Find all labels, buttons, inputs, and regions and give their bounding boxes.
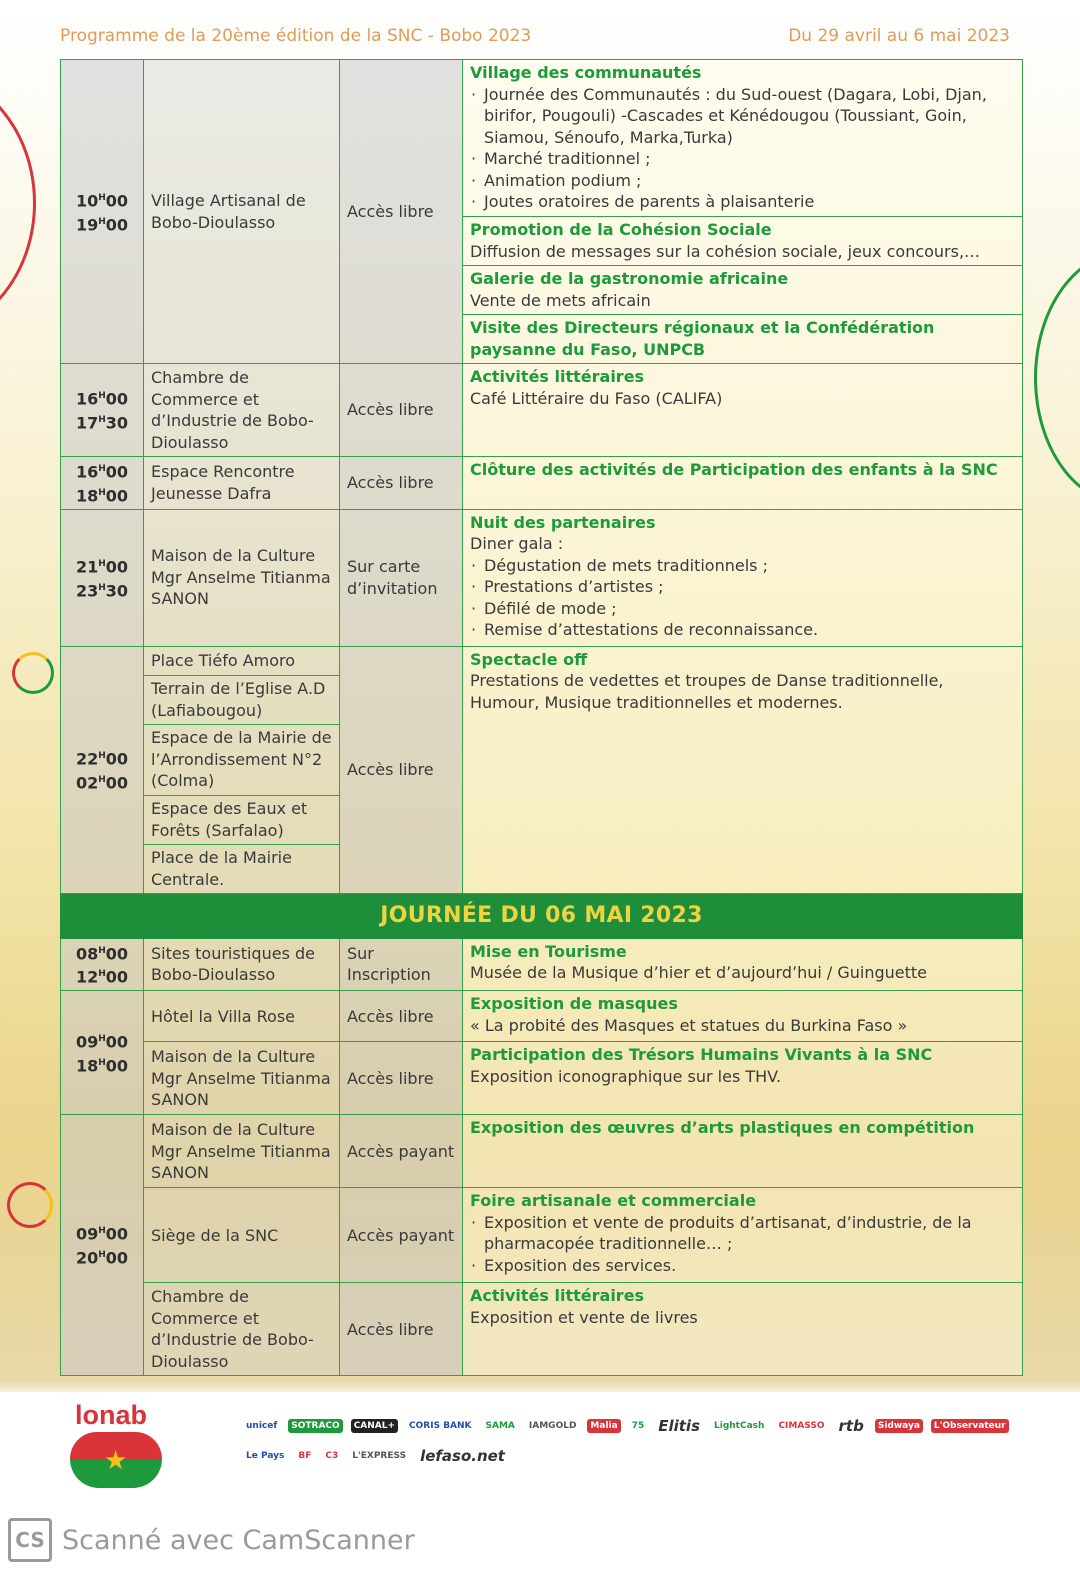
- time-cell: $16^H00$ $17^H30$: [61, 364, 144, 457]
- activity-cell: [463, 509, 1023, 646]
- time-cell: $21^H00$ $23^H30$: [61, 509, 144, 646]
- header-title: Programme de la 20ème édition de la SNC - Bobo 2023: [60, 26, 532, 46]
- access-cell: Accès libre: [340, 60, 463, 364]
- lonab-logo: [70, 1432, 162, 1488]
- activity-title: Spectacle off: [470, 649, 588, 669]
- camscanner-watermark: [8, 1518, 415, 1562]
- activity-cell: [463, 217, 1023, 266]
- sponsor-logo: L'Observateur: [931, 1419, 1009, 1433]
- list-item: · Défilé de mode ;: [484, 598, 1015, 620]
- decorative-red-arc: [0, 70, 36, 336]
- activity-text: Exposition iconographique sur les THV.: [470, 1066, 782, 1086]
- place-cell: Maison de la Culture Mgr Anselme Titianma SANON: [144, 1115, 340, 1188]
- activity-title: Promotion de la Cohésion Sociale: [470, 220, 772, 239]
- activity-list: [470, 1212, 1015, 1277]
- sponsor-logo: rtb: [838, 1417, 864, 1435]
- access-cell: Accès libre: [340, 991, 463, 1042]
- header-dates: Du 29 avril au 6 mai 2023: [788, 26, 1010, 46]
- list-item: · Exposition et vente de produits d’artisanat, d’industrie, de la pharmacopée traditionnelle… ;: [484, 1212, 1015, 1255]
- list-item: · Remise d’attestations de reconnaissance.: [484, 619, 1015, 641]
- activity-text: Prestations de vedettes et troupes de Danse traditionnelle, Humour, Musique traditionnelles et modernes.: [470, 671, 944, 712]
- access-cell: Accès libre: [340, 1283, 463, 1376]
- list-item: · Joutes oratoires de parents à plaisanterie: [484, 191, 1015, 213]
- place-cell: Chambre de Commerce et d’Industrie de Bobo-Dioulasso: [144, 364, 340, 457]
- activity-text: Diner gala :: [470, 534, 564, 554]
- sponsor-logo: Malia: [587, 1419, 620, 1433]
- time-cell: $16^H00$ $18^H00$: [61, 457, 144, 510]
- list-item: · Animation podium ;: [484, 170, 1015, 192]
- sponsor-logos: [243, 1415, 1018, 1467]
- access-cell: Accès libre: [340, 646, 463, 893]
- access-cell: Accès payant: [340, 1115, 463, 1188]
- sponsor-logo: Le Pays: [246, 1451, 285, 1461]
- activity-cell: [463, 1283, 1023, 1376]
- lonab-wordmark: lonab: [75, 1400, 147, 1430]
- activity-text: Musée de la Musique d’hier et d’aujourd’hui / Guinguette: [470, 963, 928, 983]
- activity-cell: [463, 60, 1023, 217]
- camscanner-text: Scanné avec CamScanner: [62, 1524, 415, 1556]
- activity-list: [470, 84, 1015, 213]
- list-item: · Journée des Communautés : du Sud-ouest (Dagara, Lobi, Djan, birifor, Pougouli) -Cascades et Kénédougou (Toussiant, Goin, Siamou, Sénoufo, Marka,Turka): [484, 84, 1015, 149]
- sponsor-logo: LightCash: [714, 1421, 765, 1431]
- activity-title: Nuit des partenaires: [470, 512, 656, 532]
- decorative-green-arc: [1034, 250, 1080, 506]
- sponsor-logo: Sidwaya: [875, 1419, 923, 1433]
- activity-cell: [463, 646, 1023, 893]
- activity-cell: [463, 457, 1023, 510]
- sponsor-logo: lefaso.net: [420, 1447, 505, 1465]
- place-cell: Hôtel la Villa Rose: [144, 991, 340, 1042]
- activity-title: Galerie de la gastronomie africaine: [470, 269, 789, 288]
- activity-title: Village des communautés: [470, 63, 702, 82]
- sponsor-logo: CANAL+: [351, 1419, 398, 1433]
- activity-cell: [463, 1042, 1023, 1115]
- place-cell: Sites touristiques de Bobo-Dioulasso: [144, 938, 340, 991]
- access-cell: Accès libre: [340, 1042, 463, 1115]
- activity-cell: [463, 1188, 1023, 1283]
- activity-title: Foire artisanale et commerciale: [470, 1191, 757, 1211]
- activity-cell: [463, 991, 1023, 1042]
- place-cell: Maison de la Culture Mgr Anselme Titianma SANON: [144, 509, 340, 646]
- time-cell: $22^H00$ $02^H00$: [61, 646, 144, 893]
- time-cell: $09^H00$ $20^H00$: [61, 1115, 144, 1376]
- activity-list: [470, 555, 1015, 641]
- sponsor-logo: CORIS BANK: [409, 1421, 472, 1431]
- activity-cell: [463, 315, 1023, 364]
- place-cell: Village Artisanal de Bobo-Dioulasso: [144, 60, 340, 364]
- access-cell: Accès payant: [340, 1188, 463, 1283]
- access-cell: Sur Inscription: [340, 938, 463, 991]
- activity-title: Clôture des activités de Participation des enfants à la SNC: [470, 460, 998, 479]
- time-cell: $08^H00$ $12^H00$: [61, 938, 144, 991]
- place-cell: Chambre de Commerce et d’Industrie de Bobo-Dioulasso: [144, 1283, 340, 1376]
- decorative-ring: [7, 1182, 53, 1228]
- programme-table: [60, 59, 1023, 1376]
- place-cell: Espace Rencontre Jeunesse Dafra: [144, 457, 340, 510]
- camscanner-logo-icon: CS: [8, 1518, 52, 1562]
- activity-title: Exposition de masques: [470, 994, 678, 1014]
- time-cell: $10^H00$ $19^H00$: [61, 60, 144, 364]
- place-cell: Siège de la SNC: [144, 1188, 340, 1283]
- place-cell: Terrain de l’Eglise A.D (Lafiabougou): [144, 675, 340, 724]
- decorative-ring: [12, 652, 54, 694]
- sponsor-logo: L'EXPRESS: [352, 1451, 407, 1461]
- access-cell: Accès libre: [340, 364, 463, 457]
- sponsor-logo: IAMGOLD: [528, 1421, 577, 1431]
- place-cell: Espace de la Mairie de l’Arrondissement N°2 (Colma): [144, 724, 340, 795]
- activity-title: Exposition des œuvres d’arts plastiques en compétition: [470, 1118, 975, 1138]
- activity-text: Vente de mets africain: [470, 290, 651, 310]
- time-cell: $09^H00$ $18^H00$: [61, 991, 144, 1115]
- day-header: JOURNÉE DU 06 MAI 2023: [61, 893, 1023, 938]
- list-item: · Exposition des services.: [484, 1255, 1015, 1277]
- activity-title: Activités littéraires: [470, 1286, 645, 1306]
- sponsor-logo: SAMA: [485, 1421, 515, 1431]
- access-cell: Accès libre: [340, 457, 463, 510]
- sponsor-logo: BF: [298, 1451, 312, 1461]
- activity-cell: [463, 1115, 1023, 1188]
- list-item: · Marché traditionnel ;: [484, 148, 1015, 170]
- sponsor-logo: 75: [631, 1421, 645, 1431]
- activity-cell: [463, 266, 1023, 315]
- place-cell: Espace des Eaux et Forêts (Sarfalao): [144, 795, 340, 844]
- place-cell: Place Tiéfo Amoro: [144, 646, 340, 675]
- activity-text: Diffusion de messages sur la cohésion sociale, jeux concours,…: [470, 241, 981, 261]
- sponsor-logo: Elitis: [658, 1417, 701, 1435]
- sponsor-logo: C3: [325, 1451, 339, 1461]
- list-item: · Prestations d’artistes ;: [484, 576, 1015, 598]
- list-item: · Dégustation de mets traditionnels ;: [484, 555, 1015, 577]
- star-icon: ★: [104, 1446, 128, 1476]
- activity-title: Mise en Tourisme: [470, 941, 627, 961]
- activity-cell: [463, 364, 1023, 457]
- activity-title: Participation des Trésors Humains Vivants à la SNC: [470, 1045, 933, 1065]
- place-cell: Maison de la Culture Mgr Anselme Titianma SANON: [144, 1042, 340, 1115]
- activity-text: « La probité des Masques et statues du Burkina Faso »: [470, 1015, 908, 1035]
- activity-title: Activités littéraires: [470, 367, 645, 386]
- sponsor-logo: unicef: [246, 1421, 278, 1431]
- activity-text: Exposition et vente de livres: [470, 1307, 698, 1327]
- activity-text: Café Littéraire du Faso (CALIFA): [470, 388, 723, 408]
- access-cell: Sur carte d’invitation: [340, 509, 463, 646]
- activity-cell: [463, 938, 1023, 991]
- place-cell: Place de la Mairie Centrale.: [144, 844, 340, 893]
- activity-title: Visite des Directeurs régionaux et la Confédération paysanne du Faso, UNPCB: [470, 318, 935, 359]
- sponsor-logo: SOTRACO: [288, 1419, 342, 1433]
- sponsor-logo: CIMASSO: [778, 1421, 825, 1431]
